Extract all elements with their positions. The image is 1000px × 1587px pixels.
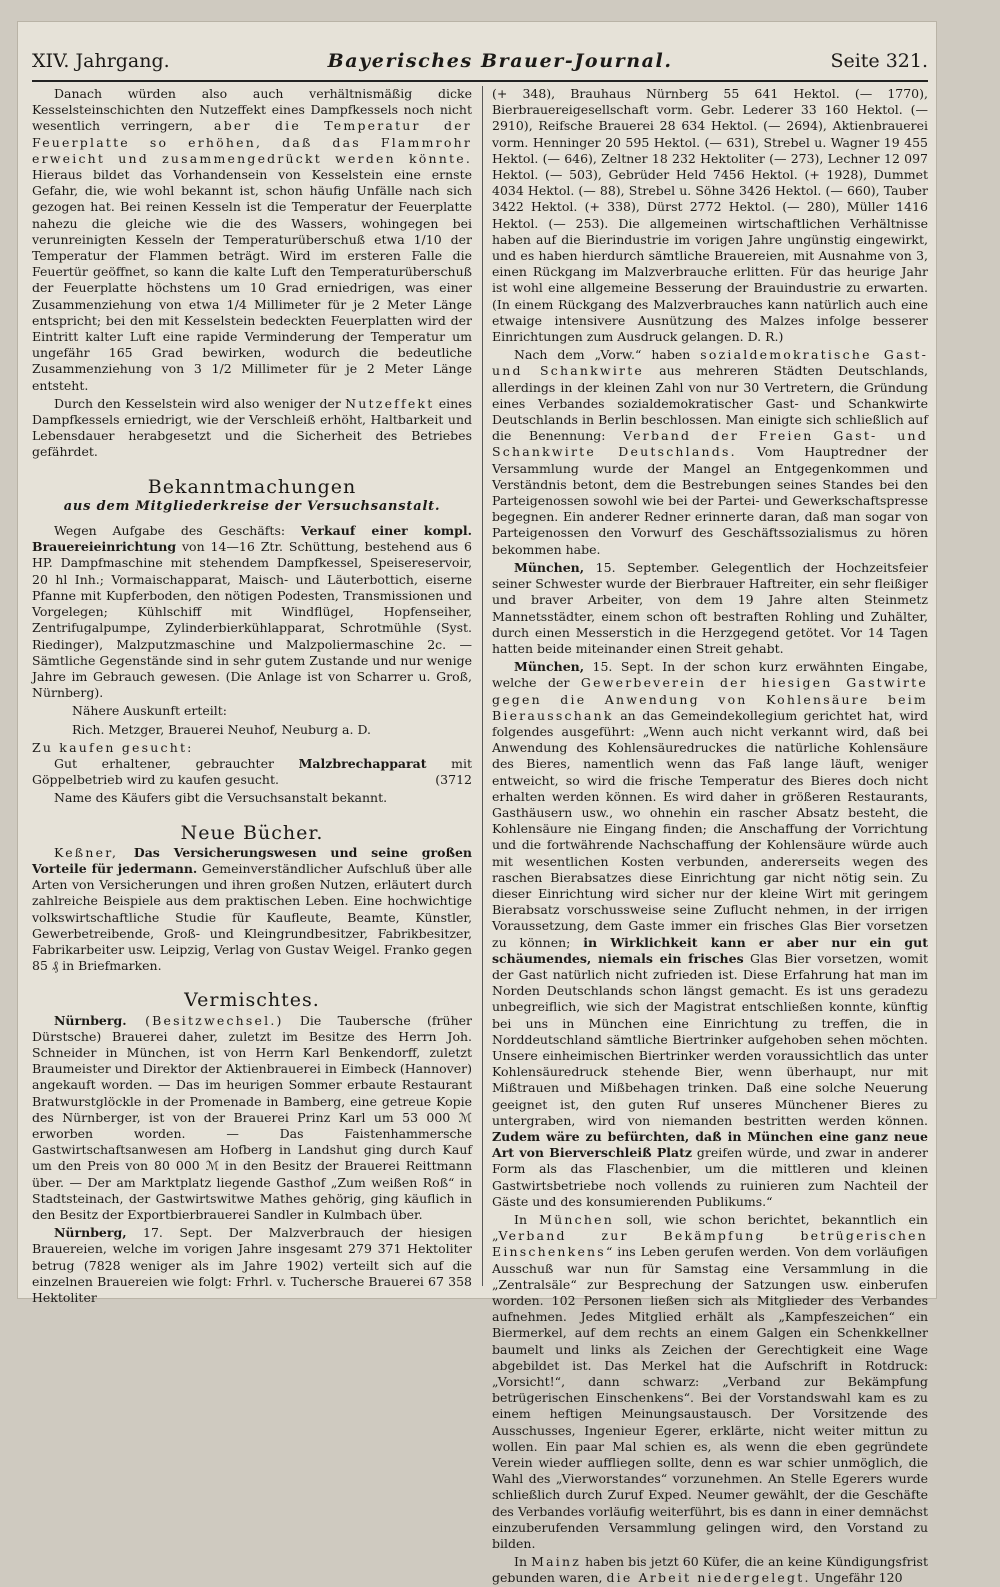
section-title-miscellaneous: Vermischtes. xyxy=(184,989,320,1012)
page-header xyxy=(32,44,928,78)
news-item: Nürnberg, 17. Sept. Der Malzverbrauch der hiesigen Brauereien, welche im vorigen Jahre insgesamt 279 371 Hektoliter betrug (7828 weniger als im Jahre 1902) verteilt sich auf die einzelnen Brauereien wie folgt: Frhrl. v. Tuchersche Brauerei 67 358 Hektoliter xyxy=(32,1225,472,1306)
reference-number: (3712 xyxy=(435,772,472,788)
paragraph: Danach würden also auch verhältnismäßig dicke Kesselsteinschichten den Nutzeffekt eines Dampfkessels noch nicht wesentlich verringern, aber die Temperatur der Feuerplatte so erhöhen, daß das Flammrohr erweicht und zusammengedrückt werden könnte. Hieraus bildet das Vorhandensein von Kesselstein eine ernste Gefahr, die, wie wohl bekannt ist, schon häufig Unfälle nach sich gezogen hat. Bei reinen Kesseln ist die Temperatur der Feuerplatte nahezu die gleiche wie die des Wassers, wohingegen bei verunreinigten Kesseln der Temperaturüberschuß etwa 1/10 der Temperatur der Flammen beträgt. Wird im ersteren Falle die Feuertür geöffnet, so kann die kalte Luft den Temperaturüberschuß der Feuerplatte höchstens um 10 Grad erniedrigen, was einer Zusammenziehung von etwa 1/4 Millimeter für je 2 Meter Länge entspricht; bei den mit Kesselstein bedeckten Feuerplatten wird der Eintritt kalter Luft eine rapide Verminderung der Temperatur um ungefähr 165 Grad bewirken, wodurch die bedeutliche Zusammenziehung von 3 1/2 Millimeter für je 2 Meter Länge entsteht. xyxy=(32,86,472,393)
news-item: München, 15. Sept. In der schon kurz erwähnten Eingabe, welche der Gewerbeverein der hiesigen Gastwirte gegen die Anwendung von Kohlensäure beim Bierausschank an das Gemeindekollegium gerichtet hat, wird folgendes ausgeführt: „Wenn auch nicht verkannt wird, daß bei Anwendung des Kohlensäuredruckes die natürliche Kohlensäure des Bieres, namentlich wenn das Faß lange läuft, weniger entweicht, so wird die frische Temperatur des Bieres doch nicht erhalten werden können. Es wird daher in größeren Restaurants, Gasthäusern usw., wo ohnehin ein rascher Absatz besteht, die Kohlensäure nie Eingang finden; die Anschaffung der Vorrichtung und die fortwährende Nachschaffung der Kohlensäure würde auch mit wesentlichen Kosten verbunden, andererseits wegen des raschen Bierabsatzes diese Einrichtung gar nicht nötig sein. Zu dieser Einrichtung wird sicher nur der kleine Wirt mit geringem Bierabsatz vorschussweise seine Zuflucht nehmen, in der irrigen Voraussetzung, dem Gaste immer ein frisches Glas Bier vorsetzen zu können; in Wirklichkeit kann er aber nur ein gut schäumendes, niemals ein frisches Glas Bier vorsetzen, womit der Gast natürlich nicht zufrieden ist. Diese Erfahrung hat man im Norden Deutschlands schon längst gemacht. Es ist uns geradezu unbegreiflich, wie sich der Magistrat entschließen konnte, künftig bei uns in München eine Einrichtung zu treffen, die in Norddeutschland sämtliche Biertrinker aufgehoben sehen möchten. Unsere einheimischen Biertrinker werden voraussichtlich das unter Kohlensäuredruck stehende Bier, wenn überhaupt, nur mit Mißtrauen und Mißbehagen trinken. Daß eine solche Neuerung geeignet ist, den guten Ruf unseres Münchener Bieres zu untergraben, wird von niemanden bestritten werden können. Zudem wäre zu befürchten, daß in München eine ganz neue Art von Bierverschleiß Platz greifen würde, und zwar in anderer Form als das Flaschenbier, um die mittleren und kleinen Gastwirtsbetriebe noch vollends zu ruinieren zum Nachteil der Gäste und des konsumierenden Publikums.“ xyxy=(492,659,929,1209)
wanted-note: Name des Käufers gibt die Versuchsanstalt bekannt. xyxy=(54,790,388,806)
news-item: Nürnberg. (Besitzwechsel.) Die Taubersche (früher Dürstsche) Brauerei daher, zuletzt im Besitze des Herrn Joh. Schneider in München, ist von Herrn Karl Benkendorff, zuletzt Braumeister und Direktor der Aktienbrauerei in Eimbeck (Hannover) angekauft worden. — Das im heurigen Sommer erbaute Restaurant Bratwurstglöckle in der Promenade in Bamberg, eine getreue Kopie des Nürnberger, ist von der Brauerei Prinz Karl um 53 000 ℳ erworben worden. — Das Faistenhammersche Gastwirtschaftsanwesen am Hofberg in Landshut ging durch Kauf um den Preis von 80 000 ℳ in den Besitz der Brauerei Reittmann über. — Der am Marktplatz liegende Gasthof „Zum weißen Roß“ in Stadtsteinach, der Gastwirtswitwe Mathes gehörig, ging käuflich in den Besitz der Exportbierbrauerei Sandler in Kulmbach über. xyxy=(32,1012,472,1222)
book-notice: Keßner, Das Versicherungswesen und seine großen Vorteile für jedermann. Gemeinverständlicher Aufschluß über alle Arten von Versicherungen und ihren großen Nutzen, erläutert durch zahlreiche Beispiele aus dem praktischen Leben. Eine hochwichtige volkswirtschaftliche Studie für Kaufleute, Beamte, Künstler, Gewerbetreibende, Groß- und Kleingrundbesitzer, Fabrikbesitzer, Fabrikarbeiter usw. Leipzig, Verlag von Gustav Weigel. Franko gegen 85 ₰ in Briefmarken. xyxy=(32,844,473,974)
paragraph: In Mainz haben bis jetzt 60 Küfer, die an keine Kündigungsfrist gebunden waren, die Arbeit niedergelegt. Ungefähr 120 xyxy=(492,1554,928,1586)
right-column xyxy=(492,86,929,1586)
wanted-heading: Zu kaufen gesucht: xyxy=(32,739,194,755)
header-rule xyxy=(32,80,928,82)
left-column xyxy=(32,86,473,1306)
page-number: Seite 321. xyxy=(830,50,928,72)
news-item: München, 15. September. Gelegentlich der Hochzeitsfeier seiner Schwester wurde der Bierbrauer Haftreiter, ein sehr fleißiger und braver Arbeiter, von dem 19 Jahre alten Steinmetz Mannetsstädter, einem schon oft bestraften Rohling und Zuhälter, durch einen Messerstich in die Herzgegend getötet. Vor 14 Tagen hatten beide miteinander einen Streit gehabt. xyxy=(492,559,928,656)
section-subtitle: aus dem Mitgliederkreise der Versuchsanstalt. xyxy=(63,498,441,514)
paragraph: Nach dem „Vorw.“ haben sozialdemokratische Gast- und Schankwirte aus mehreren Städten Deutschlands, allerdings in der kleinen Zahl von nur 30 Vertretern, die Gründung eines Verbandes sozialdemokratischer Gast- und Schankwirte Deutschlands in Berlin beschlossen. Man einigte sich schließlich auf die Benennung: Verband der Freien Gast- und Schankwirte Deutschlands. Vom Hauptredner der Versammlung wurde der Mangel an Entgegenkommen und Verständnis betont, dem die Bestrebungen seines Standes bei den Parteigenossen sowohl wie bei der Partei- und Gewerkschaftspresse begegnen. Ein anderer Redner erinnerte daran, daß man sogar von Parteigenossen den Vorwurf des Geschäftssozialismus zu hören bekommen habe. xyxy=(492,347,929,557)
paragraph: In München soll, wie schon berichtet, bekanntlich ein „Verband zur Bekämpfung betrügerischen Einschenkens“ ins Leben gerufen werden. Von dem vorläufigen Ausschuß war nun für Samstag eine Versammlung in die „Zentralsäle“ zur Besprechung der Satzungen usw. einberufen worden. 102 Personen ließen sich als Mitglieder des Verbandes aufnehmen. Jedes Mitglied erhält als „Kampfeszeichen“ ein Biermerkel, auf dem rechts an einem Galgen ein Schenkkellner baumelt und links als Zeichen der Gerechtigkeit eine Wage abgebildet ist. Das Merkel hat die Aufschrift in Rotdruck: „Vorsicht!“, dann schwarz: „Verband zur Bekämpfung betrügerischen Einschenkens“. Bei der Vorstandswahl kam es zu einem heftigen Meinungsaustausch. Der Vorsitzende des Ausschusses, Ingenieur Egerer, erklärte, nicht weiter mittun zu wollen. Ein paar Mal schien es, als wenn die eben gegründete Verein wieder auffliegen sollte, denn es war schier unmöglich, die Wahl des „Vierworstandes“ vorzunehmen. An Stelle Egerers wurde schließlich durch Zuruf Exped. Neumer gewählt, der die Geschäfte des Verbandes vorläufig weiterführt, bis es dann in einer demnächst einzuberufenden Versammlung gelingen wird, den Vorstand zu bilden. xyxy=(492,1212,928,1552)
column-divider xyxy=(482,86,483,1286)
paragraph: (+ 348), Brauhaus Nürnberg 55 641 Hektol. (— 1770), Bierbrauereigesellschaft vorm. Gebr. Lederer 33 160 Hektol. (— 2910), Reifsche Brauerei 28 634 Hektol. (— 2694), Aktienbrauerei vorm. Henninger 20 595 Hektol. (— 631), Strebel u. Wagner 19 455 Hektol. (— 646), Zeltner 18 232 Hektoliter (— 273), Lechner 12 097 Hektol. (— 503), Gebrüder Held 7456 Hektol. (+ 1928), Dummet 4034 Hektol. (— 88), Strebel u. Söhne 3426 Hektol. (— 660), Tauber 3422 Hektol. (+ 338), Dürst 2772 Hektol. (— 280), Müller 1416 Hektol. (— 253). Die allgemeinen wirtschaftlichen Verhältnisse haben auf die Bierindustrie im vorigen Jahre ungünstig eingewirkt, und es haben hierdurch sämtliche Brauereien, mit Ausnahme von 3, einen Rückgang im Malzverbrauche erlitten. Für das heurige Jahr ist wohl eine allgemeine Besserung der Brauindustrie zu erwarten. (In einem Rückgang des Malzverbrauches kann natürlich auch eine etwaige intensivere Ausnützung des Malzes infolge besserer Einrichtungen zum Ausdruck gelangen. D. R.) xyxy=(492,86,928,345)
announcement-contact: Rich. Metzger, Brauerei Neuhof, Neuburg a. D. xyxy=(72,721,371,737)
section-title-books: Neue Bücher. xyxy=(180,821,324,844)
volume-label: XIV. Jahrgang. xyxy=(32,50,170,72)
announcement: Wegen Aufgabe des Geschäfts: Verkauf einer kompl. Brauereieinrichtung von 14—16 Ztr. Schüttung, bestehend aus 6 HP. Dampfmaschine mit stehendem Dampfkessel, Speisereservoir, 20 hl Inh.; Vormaischapparat, Maisch- und Läuterbottich, eiserne Pfanne mit Kupferboden, den nötigen Podesten, Transmissionen und Vorgelegen; Kühlschiff mit Windflügel, Hopfenseiher, Zentrifugalpumpe, Zylinderbierkühlapparat, Schrotmühle (Syst. Riedinger), Malzputzmaschine und Malzpoliermaschine 2c. — Sämtliche Gegenstände sind in sehr gutem Zustande und nur wenige Jahre im Gebrauch gewesen. (Die Anlage ist von Scharrer u. Groß, Nürnberg). xyxy=(32,523,472,701)
wanted-text: Gut erhaltener, gebrauchter Malzbrechapparat mit Göppelbetrieb wird zu kaufen gesucht. (3712 xyxy=(32,755,472,788)
paragraph: Durch den Kesselstein wird also weniger der Nutzeffekt eines Dampfkessels erniedrigt, wie der Verschleiß erhöht, Haltbarkeit und Lebensdauer herabgesetzt und die Sicherheit des Betriebes gefährdet. xyxy=(32,395,472,460)
announcement-info: Nähere Auskunft erteilt: xyxy=(72,703,227,719)
section-title-announcements: Bekanntmachungen xyxy=(147,475,357,498)
journal-title: Bayerisches Brauer-Journal. xyxy=(327,50,673,72)
newspaper-page xyxy=(18,22,936,1586)
